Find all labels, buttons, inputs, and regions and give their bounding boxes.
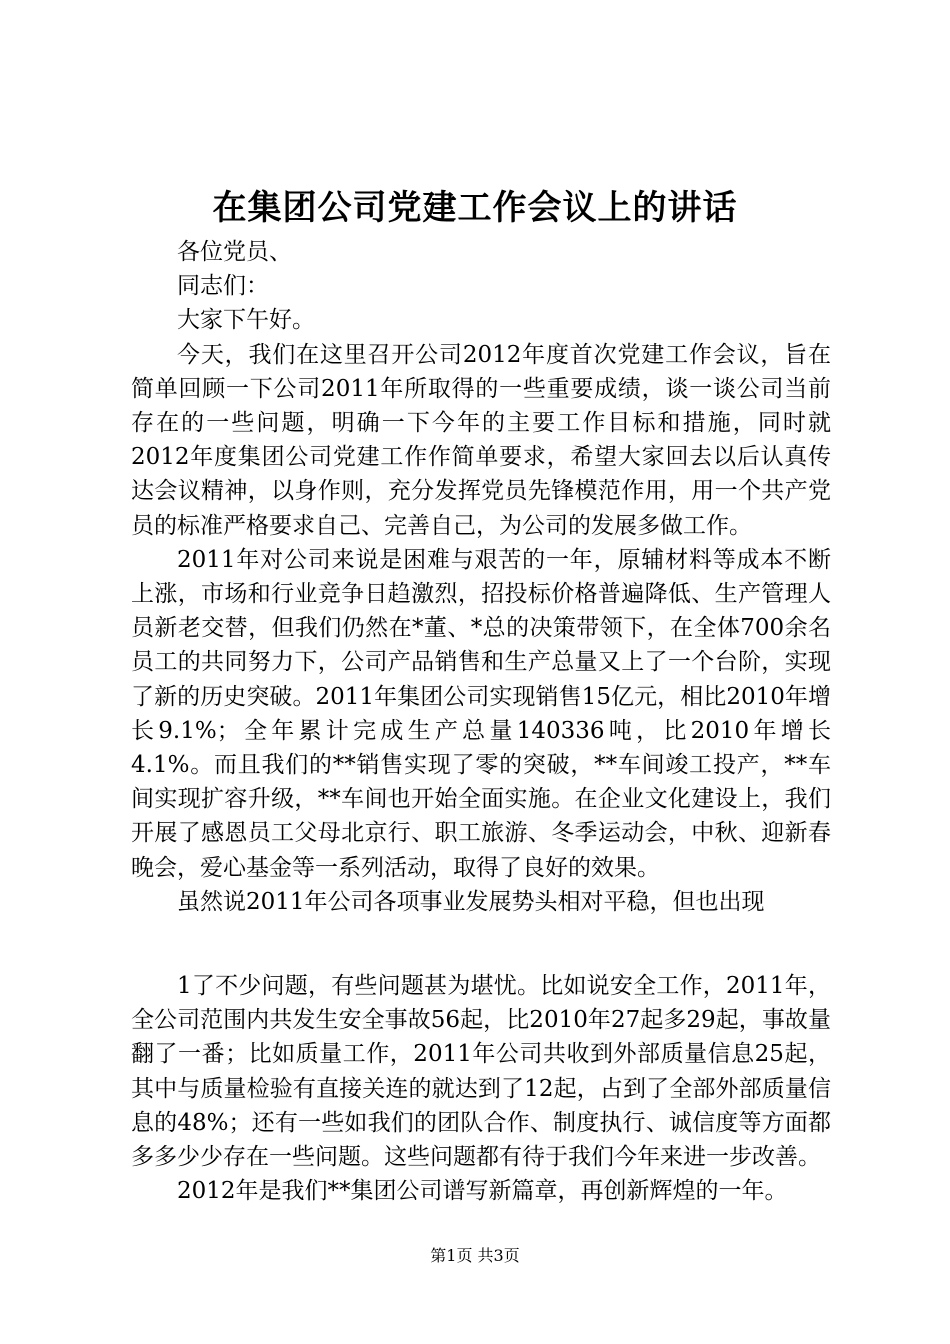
paragraph-2012-outlook: 2012年是我们**集团公司谱写新篇章，再创新辉煌的一年。 xyxy=(177,1178,788,1205)
greeting: 大家下午好。 xyxy=(177,307,315,334)
page-footer: 第1页 共3页 xyxy=(430,1246,520,1265)
paragraph-intro: 今天，我们在这里召开公司2012年度首次党建工作会议，旨在简单回顾一下公司2011年所取得的一些重要成绩，谈一谈公司当前存在的一些问题，明确一下今年的主要工作目标和措施，同时就2012年度集团公司党建工作作简单要求，希望大家回去以后认真传达会议精神，以身作则，充分发挥党员先锋模范作用，用一个共产党员的标准严格要求自己、完善自己，为公司的发展多做工作。 xyxy=(131,341,831,539)
salutation-comrades: 同志们： xyxy=(177,273,269,300)
paragraph-2011-review: 2011年对公司来说是困难与艰苦的一年，原辅材料等成本不断上涨，市场和行业竞争日趋激烈，招投标价格普遍降低、生产管理人员新老交替，但我们仍然在*董、*总的决策带领下，在全体700余名员工的共同努力下，公司产品销售和生产总量又上了一个台阶，实现了新的历史突破。2011年集团公司实现销售15亿元，相比2010年增长9.1%；全年累计完成生产总量140336吨，比2010年增长4.1%。而且我们的**销售实现了零的突破，**车间竣工投产，**车间实现扩容升级，**车间也开始全面实施。在企业文化建设上，我们开展了感恩员工父母北京行、职工旅游、冬季运动会，中秋、迎新春晚会，爱心基金等一系列活动，取得了良好的效果。 xyxy=(131,546,831,881)
document-title: 在集团公司党建工作会议上的讲话 xyxy=(212,188,738,228)
page-break-gap xyxy=(131,919,831,969)
paragraph-problems-start: 虽然说2011年公司各项事业发展势头相对平稳，但也出现 xyxy=(177,888,765,915)
paragraph-problems-continued: 1了不少问题，有些问题甚为堪忧。比如说安全工作，2011年，全公司范围内共发生安全事故56起，比2010年27起多29起，事故量翻了一番；比如质量工作，2011年公司共收到外部质量信息25起，其中与质量检验有直接关连的就达到了12起，占到了全部外部质量信息的48%；还有一些如我们的团队合作、制度执行、诚信度等方面都多多少少存在一些问题。这些问题都有待于我们今年来进一步改善。 xyxy=(131,973,831,1171)
document-body xyxy=(131,235,831,1208)
salutation-party-members: 各位党员、 xyxy=(177,239,292,265)
